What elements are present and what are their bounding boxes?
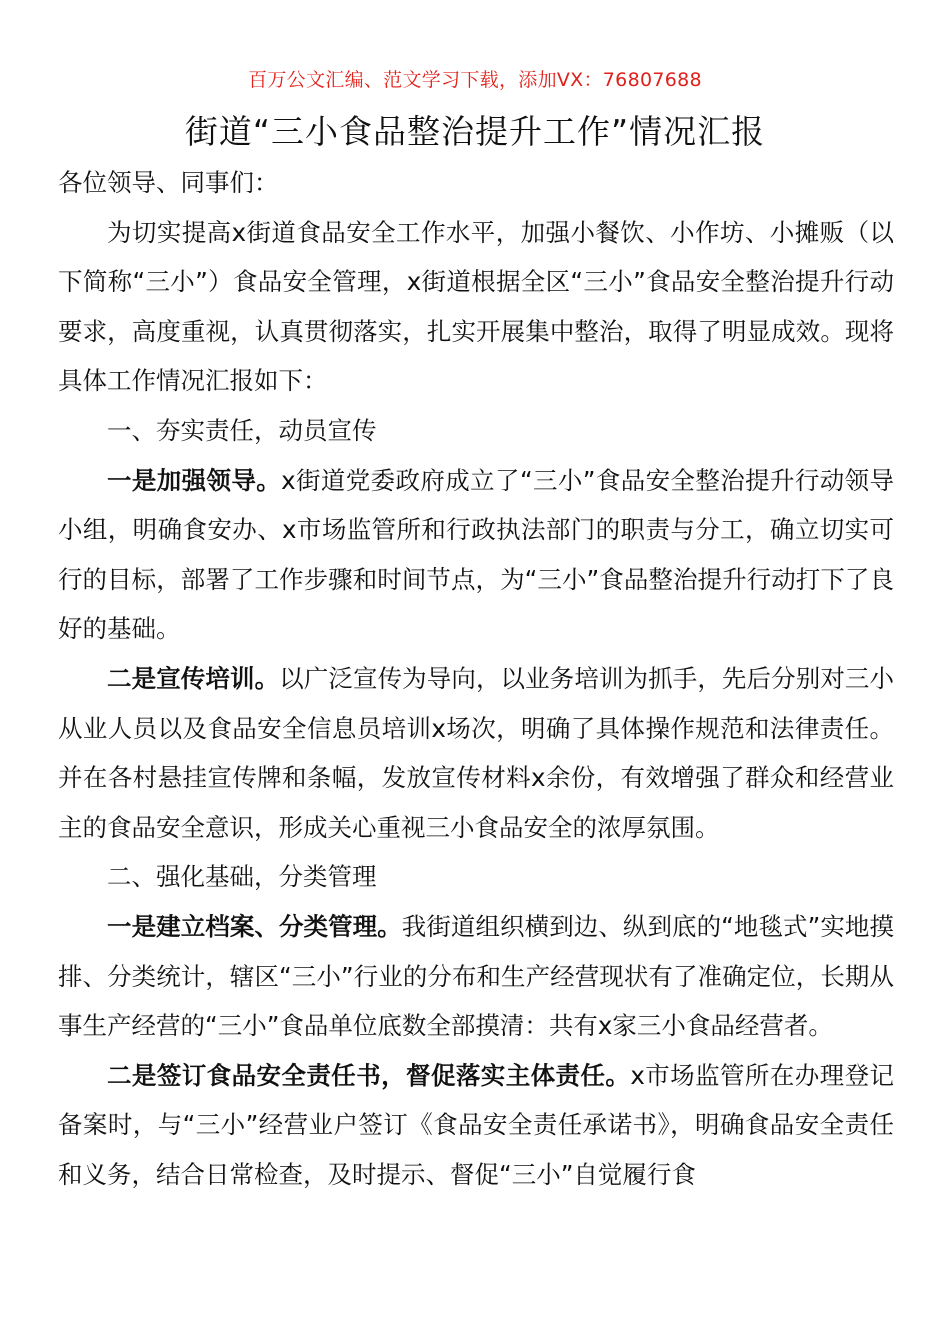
paragraph-text: 我街道组织横到边、纵到底的“地毯式”实地摸排、分类统计，辖区“三小”行业的分布和生产经营现状有了准确定位，长期从事生产经营的“三小”食品单位底数全部摸清：共有x家三小食品经营者。: [58, 911, 894, 1041]
paragraph-lead: 一是建立档案、分类管理。: [107, 911, 402, 941]
paragraph-responsibility: [58, 1051, 894, 1200]
paragraph-lead: 一是加强领导。: [107, 465, 282, 495]
document-title: 街道“三小食品整治提升工作”情况汇报: [184, 112, 766, 151]
paragraph-text: 以广泛宣传为导向，以业务培训为抓手，先后分别对三小从业人员以及食品安全信息员培训x场次，明确了具体操作规范和法律责任。并在各村悬挂宣传牌和条幅，发放宣传材料x余份，有效增强了群众和经营业主的食品安全意识，形成关心重视三小食品安全的浓厚氛围。: [58, 663, 895, 842]
section-heading-1: 一、夯实责任，动员宣传: [107, 415, 377, 445]
document-body: [58, 158, 894, 1199]
intro-paragraph: 为切实提高x街道食品安全工作水平，加强小餐饮、小作坊、小摊贩（以下简称“三小”）食品安全管理，x街道根据全区“三小”食品安全整治提升行动要求，高度重视，认真贯彻落实，扎实开展集中整治，取得了明显成效。现将具体工作情况汇报如下：: [58, 217, 894, 396]
paragraph-leadership: [58, 456, 894, 654]
paragraph-publicity: [58, 654, 894, 852]
watermark-banner: 百万公文汇编、范文学习下载，添加VX：76807688: [248, 69, 702, 91]
paragraph-archives: [58, 902, 894, 1051]
paragraph-text: x市场监管所在办理登记备案时，与“三小”经营业户签订《食品安全责任承诺书》，明确食品安全责任和义务，结合日常检查，及时提示、督促“三小”自觉履行食: [58, 1060, 895, 1189]
section-heading-2: 二、强化基础，分类管理: [107, 862, 377, 892]
paragraph-text: x街道党委政府成立了“三小”食品安全整治提升行动领导小组，明确食安办、x市场监管所和行政执法部门的职责与分工，确立切实可行的目标，部署了工作步骤和时间节点，为“三小”食品整治提升行动打下了良好的基础。: [58, 465, 894, 644]
paragraph-lead: 二是宣传培训。: [107, 663, 280, 693]
salutation: 各位领导、同事们：: [58, 168, 279, 197]
paragraph-lead: 二是签订食品安全责任书，督促落实主体责任。: [107, 1060, 631, 1090]
